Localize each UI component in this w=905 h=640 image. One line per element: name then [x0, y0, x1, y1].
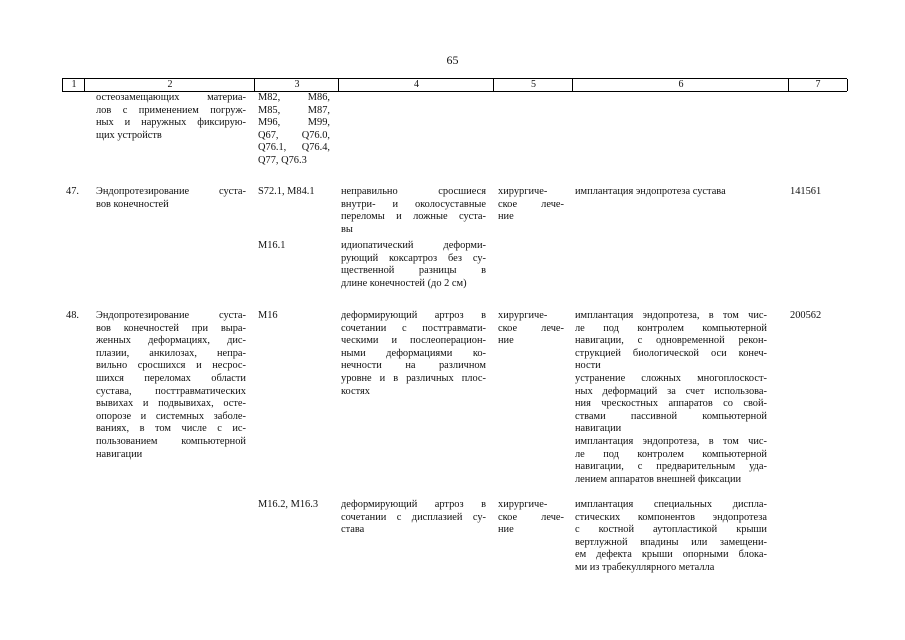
header-col-5: 5	[493, 79, 573, 91]
row-47-number: 47.	[66, 186, 79, 197]
row-48-treatment-type-b: хирургиче- ское лече- ние	[498, 499, 564, 536]
row-47-treatment-type: хирургиче- ское лече- ние	[498, 186, 564, 223]
continuation-codes: M82, M86, M85, M87, M96, M99, Q67, Q76.0, Q76.1, Q76.4, Q77, Q76.3	[258, 92, 330, 166]
row-48-number: 48.	[66, 310, 79, 321]
header-col-2: 2	[84, 79, 255, 91]
row-47-model-a: неправильно сросшиеся внутри- и околосуставные переломы и ложные суста- вы	[341, 186, 486, 235]
header-col-6: 6	[572, 79, 789, 91]
row-48-codes-a: M16	[258, 310, 278, 321]
row-47-name: Эндопротезирование суста- вов конечностей	[96, 186, 246, 210]
row-47-cost: 141561	[790, 186, 822, 197]
row-47-codes-b: M16.1	[258, 240, 286, 251]
row-48-model-a: деформирующий артроз в сочетании с посттравмати- ческими и послеоперацион- ными деформациями ко- нечности на различном уровне и в различных плос- костях	[341, 310, 486, 397]
row-48-codes-b: M16.2, M16.3	[258, 499, 319, 510]
row-47-method: имплантация эндопротеза сустава	[575, 186, 726, 197]
continuation-name: остеозамещающих материа- лов с применением погруж- ных и наружных фиксирую- щих устройств	[96, 92, 246, 141]
row-47-codes-a: S72.1, M84.1	[258, 186, 315, 197]
page-number: 65	[446, 53, 459, 67]
header-col-3: 3	[254, 79, 339, 91]
header-col-4: 4	[338, 79, 494, 91]
row-48-method-a: имплантация эндопротеза, в том чис- ле под контролем компьютерной навигации, с одновременной рекон- струкцией биологической оси конеч- ности устранение сложных многоплоскост- ных деформаций за счет использова- ния чрескостных аппаратов со свой- ствами пассивной компьютерной навигации имплантация эндопротеза, в том чис- ле под контролем компьютерной навигации, с предварительным уда- лением аппаратов внешней фиксации	[575, 310, 767, 485]
row-48-treatment-type-a: хирургиче- ское лече- ние	[498, 310, 564, 347]
row-48-name: Эндопротезирование суста- вов конечностей при выра- женных деформациях, дис- плазии, анкилозах, непра- вильно сросшихся и несрос- шихся переломах области сустава, посттравматических вывихах и подвывихах, осте- опорозе и системных заболе- ваниях, в том числе с ис- пользованием компьютерной навигации	[96, 310, 246, 460]
row-47-model-b: идиопатический деформи- рующий коксартроз без су- щественной разницы в длине конечностей (до 2 см)	[341, 240, 486, 289]
header-col-1: 1	[62, 79, 85, 91]
header-col-7: 7	[788, 79, 848, 91]
table-header-row	[62, 78, 847, 92]
row-48-cost: 200562	[790, 310, 822, 321]
row-48-model-b: деформирующий артроз в сочетании с дисплазией су- става	[341, 499, 486, 536]
row-48-method-b: имплантация специальных диспла- стических компонентов эндопротеза с костной аутопластикой крыши вертлужной впадины или замещени- ем дефекта крыши опорными блока- ми из трабекуллярного металла	[575, 499, 767, 573]
